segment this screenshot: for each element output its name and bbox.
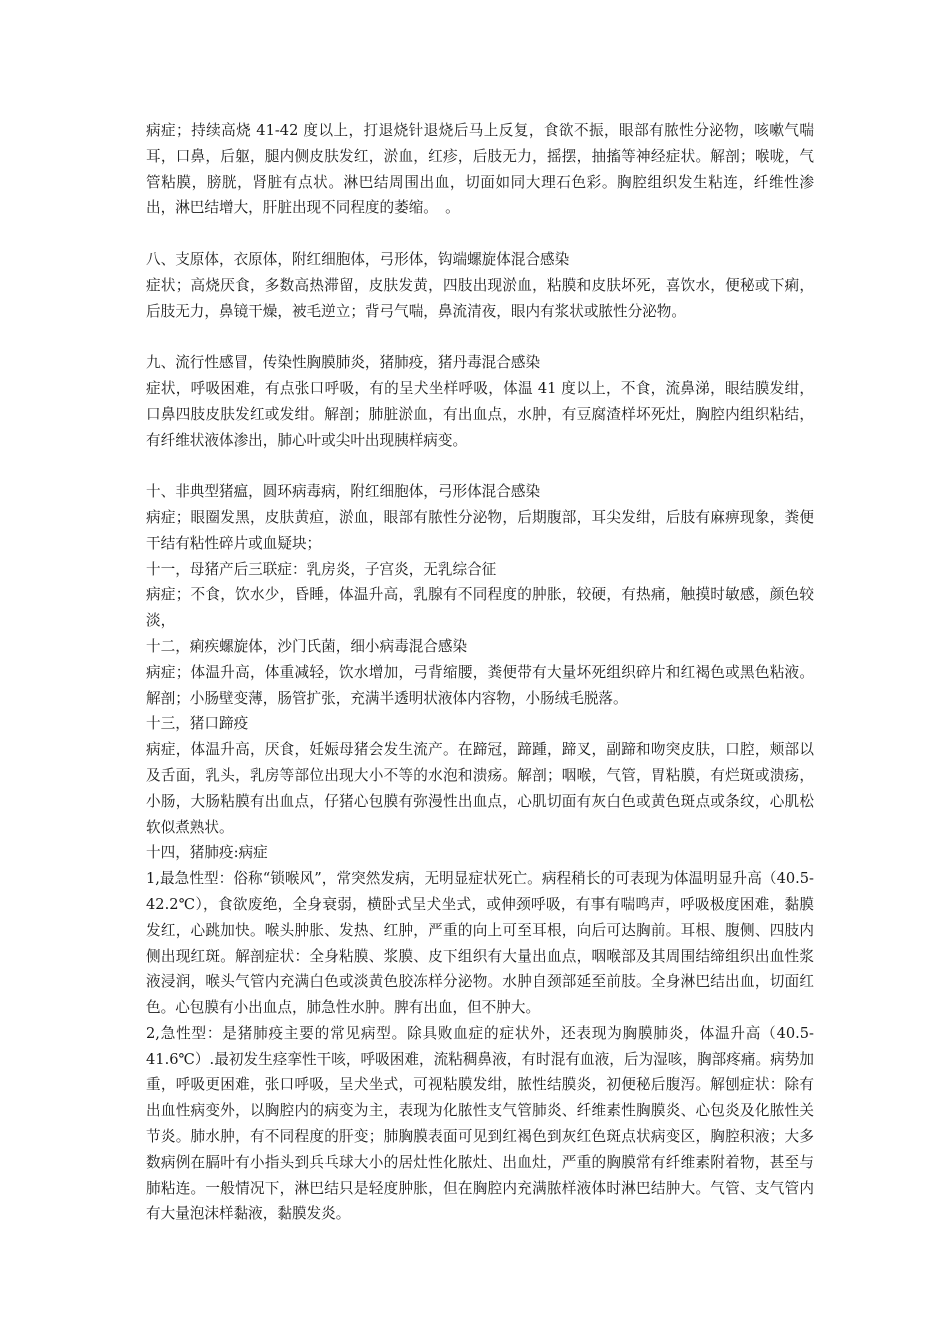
paragraph-spacer: [146, 221, 814, 247]
paragraph-spacer: [146, 324, 814, 350]
paragraph-symptoms-13: 病症，体温升高，厌食，妊娠母猪会发生流产。在蹄冠，蹄踵，蹄叉，副蹄和吻突皮肤，口腔，颊部以及舌面，乳头，乳房等部位出现大小不等的水泡和溃疡。解剖；咽喉，气管，胃粘膜，有烂斑或溃疡，小肠，大肠粘膜有出血点，仔猪心包膜有弥漫性出血点，心肌切面有灰白色或黄色斑点或条纹，心肌松软似煮熟状。: [146, 741, 814, 836]
paragraph-peracute-type: 1,最急性型：俗称“锁喉风”，常突然发病，无明显症状死亡。病程稍长的可表现为体温明显升高（40.5-42.2℃），食欲废绝，全身衰弱，横卧式呈犬坐式，或伸颈呼吸，有事有喘鸣声，呼吸极度困难，黏膜发红，心跳加快。喉头肿胀、发热、红肿，严重的向上可至耳根，向后可达胸前。耳根、腹侧、四肢内侧出现红斑。解剖症状：全身粘膜、浆膜、皮下组织有大量出血点，咽喉部及其周围结缔组织出血性浆液浸润，喉头气管内充满白色或淡黄色胶冻样分泌物。水肿自颈部延至前肢。全身淋巴结出血，切面红色。心包膜有小出血点，肺急性水肿。脾有出血，但不肿大。: [146, 870, 814, 1017]
section-heading-8: 八、支原体，衣原体，附红细胞体，弓形体，钩端螺旋体混合感染: [146, 250, 570, 268]
document-body: [146, 118, 814, 1227]
paragraph-symptoms-12: 病症；体温升高，体重减轻，饮水增加，弓背缩腰，粪便带有大量坏死组织碎片和红褐色或黑色粘液。解剖；小肠壁变薄，肠管扩张，充满半透明状液体内容物，小肠绒毛脱落。: [146, 663, 814, 707]
section-heading-9: 九、流行性感冒，传染性胸膜肺炎，猪肺疫，猪丹毒混合感染: [146, 354, 541, 372]
paragraph-symptoms-8: 症状；高烧厌食，多数高热滞留，皮肤发黄，四肢出现淤血，粘膜和皮肤坏死，喜饮水，便秘或下痢，后肢无力，鼻镜干燥，被毛逆立；背弓气喘，鼻流清夜，眼内有浆状或脓性分泌物。: [146, 276, 814, 320]
paragraph-symptoms-10: 病症；眼圈发黑，皮肤黄疸，淤血，眼部有脓性分泌物，后期腹部，耳尖发绀，后肢有麻痹现象，粪便干结有粘性碎片或血疑块；: [146, 508, 814, 552]
section-heading-10: 十、非典型猪瘟，圆环病毒病，附红细胞体，弓形体混合感染: [146, 483, 541, 501]
paragraph-symptoms-1: 病症；持续高烧 41-42 度以上，打退烧针退烧后马上反复，食欲不振，眼部有脓性分泌物，咳嗽气喘耳，口鼻，后躯，腿内侧皮肤发红，淤血，红疹，后肢无力，摇摆，抽搐等神经症状。解剖；喉咙，气管粘膜，膀胱，肾脏有点状。淋巴结周围出血，切面如同大理石色彩。胸腔组织发生粘连，纤维性渗出，淋巴结增大，肝脏出现不同程度的萎缩。 。: [146, 122, 814, 217]
paragraph-spacer: [146, 453, 814, 479]
section-heading-13: 十三，猪口蹄疫: [146, 715, 249, 733]
paragraph-acute-type: 2,急性型：是猪肺疫主要的常见病型。除具败血症的症状外，还表现为胸膜肺炎，体温升高（40.5-41.6℃）.最初发生痉挛性干咳，呼吸困难，流粘稠鼻液，有时混有血液，后为湿咳，胸部疼痛。病势加重，呼吸更困难，张口呼吸，呈犬坐式，可视粘膜发绀，脓性结膜炎，初便秘后腹泻。解刨症状：除有出血性病变外，以胸腔内的病变为主，表现为化脓性支气管肺炎、纤维素性胸膜炎、心包炎及化脓性关节炎。肺水肿，有不同程度的肝变；肺胸膜表面可见到红褐色到灰红色斑点状病变区，胸腔积液；大多数病例在膈叶有小指头到兵乓球大小的居灶性化脓灶、出血灶，严重的胸膜常有纤维素附着物，甚至与肺粘连。一般情况下，淋巴结只是轻度肿胀，但在胸腔内充满脓样液体时淋巴结肿大。气管、支气管内有大量泡沫样黏液，黏膜发炎。: [146, 1024, 814, 1223]
paragraph-symptoms-11: 病症；不食，饮水少，昏睡，体温升高，乳腺有不同程度的肿胀，较硬，有热痛，触摸时敏感，颜色较淡，: [146, 586, 814, 630]
section-heading-12: 十二，痢疾螺旋体，沙门氏菌，细小病毒混合感染: [146, 637, 468, 655]
section-heading-11: 十一，母猪产后三联症：乳房炎，子宫炎，无乳综合征: [146, 560, 497, 578]
section-heading-14: 十四，猪肺疫:病症: [146, 844, 268, 862]
paragraph-symptoms-9: 症状，呼吸困难，有点张口呼吸，有的呈犬坐样呼吸，体温 41 度以上，不食，流鼻涕，眼结膜发绀，口鼻四肢皮肤发红或发绀。解剖；肺脏淤血，有出血点，水肿，有豆腐渣样坏死灶，胸腔内组织粘结，有纤维状液体渗出，肺心叶或尖叶出现胰样病变。: [146, 379, 814, 449]
